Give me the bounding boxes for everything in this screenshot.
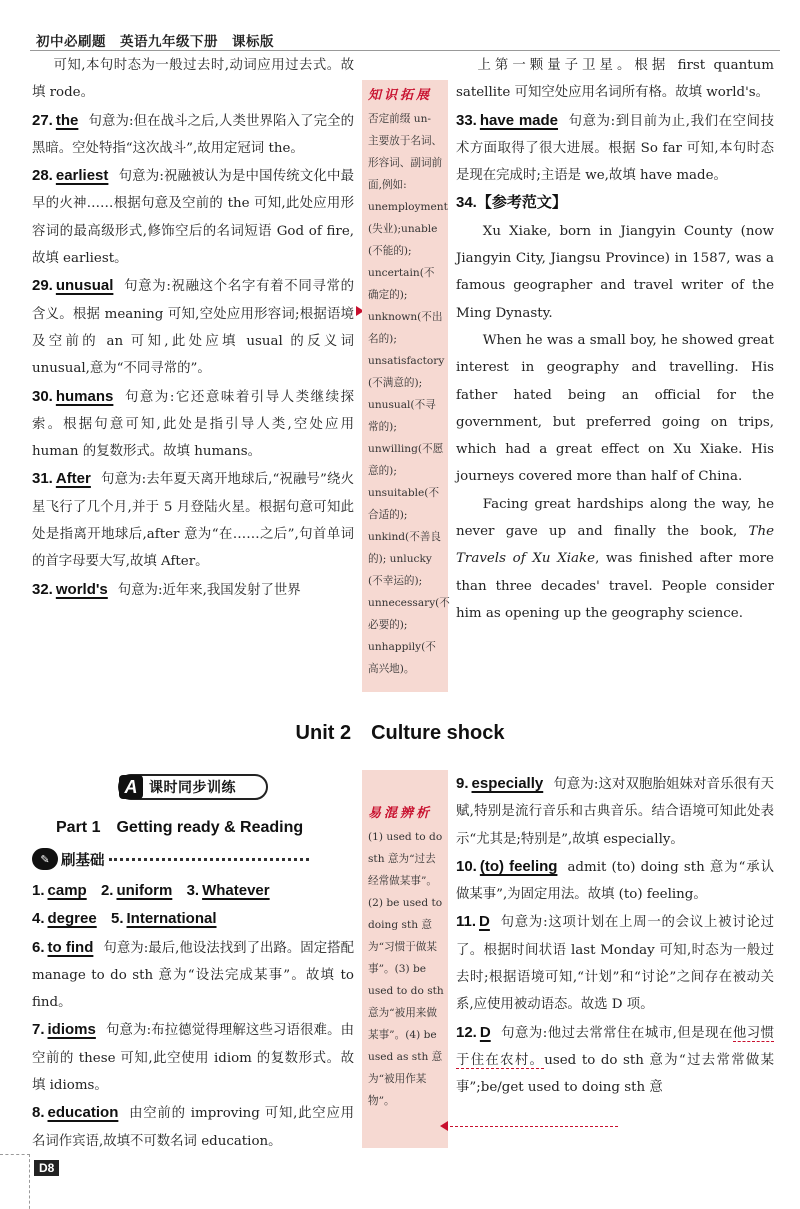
- section-label: 刷基础: [61, 852, 105, 869]
- confusion-sidebar: [362, 770, 448, 1148]
- answer-item-12: 12. D 句意为:他过去常常住在城市,但是现在他习惯于住在农村。used to do sth 意为“过去常常做某事”;be/get used to doing sth 意: [456, 1023, 774, 1096]
- answer-item-11: 11. D 句意为:这项计划在上周一的会议上被讨论过了。根据时间状语 last Monday 可知,时态为一般过去时;根据语境可知,“计划”和“讨论”之间存在被动关系,应使用被动语态。故选 D 项。: [456, 913, 774, 1013]
- answer-word: After: [55, 470, 91, 488]
- answer-item-6: 6. to find 句意为:最后,他设法找到了出路。固定搭配 manage to do sth 意为“设法完成某事”。故填 to find。: [32, 938, 354, 1011]
- book-title: The Travels of Xu Xiake: [456, 524, 774, 567]
- bottom-left-column: [32, 877, 354, 1155]
- dotted-rule: [109, 858, 309, 861]
- answer-item-28: 28. earliest 句意为:祝融被认为是中国传统文化中最早的火神……根据句意及空前的 the 可知,此处应用形容词的最高级形式,修饰空后的名词短语 God of fire,故填 earliest。: [32, 167, 354, 267]
- answer-row-1: 1. camp 2. uniform 3. Whatever: [32, 882, 270, 899]
- answer-word: education: [47, 1104, 119, 1122]
- essay-paragraph-3: Facing great hardships along the way, he never gave up and finally the book, The Travels of Xu Xiake, was finished after more than three decades' travel. People consider him as opening up the geography science.: [456, 496, 774, 621]
- answer-word: Whatever: [202, 882, 270, 899]
- answer-word: idioms: [47, 1021, 96, 1039]
- header-title: 初中必刷题 英语九年级下册 课标版: [36, 34, 274, 49]
- dashed-link: [450, 1126, 618, 1127]
- answer-word: humans: [55, 387, 114, 405]
- model-essay-label: 【参考范文】: [476, 194, 567, 212]
- page-corner-frame: [0, 1154, 30, 1209]
- answer-word: especially: [471, 775, 544, 792]
- sidebar-body: 否定前缀 un- 主要放于名词、形容词、副词前面,例如: unemployment (失业);unable (不能的); uncertain(不确定的); unknown(不出名的); unsatisfactory (不满意的); unusual(不寻常的); unwilling(不愿意的); unsuitable(不合适的); unkind(不善良的); unlucky (不幸运的); unnecessary(不必要的); unhappily(不高兴地)。: [368, 113, 450, 675]
- answer-item-30: 30. humans 句意为:它还意味着引导人类继续探索。根据句意可知,此处是指引导人类,空处应用 human 的复数形式。故填 humans。: [32, 387, 354, 460]
- answer-word: have made: [479, 111, 559, 129]
- answer-word: (to) feeling: [479, 857, 558, 875]
- answer-item-34: 34.【参考范文】: [456, 194, 567, 212]
- highlighted-phrase: 他习惯于住在农村。: [456, 1025, 774, 1068]
- answer-word: the: [55, 111, 79, 129]
- answer-word: unusual: [55, 277, 114, 295]
- answer-word: International: [126, 910, 217, 928]
- sidebar-title: 知识拓展: [368, 87, 433, 102]
- answer-item-9: 9. especially 句意为:这对双胞胎姐妹对音乐很有天赋,特别是流行音乐和古典音乐。结合语境可知此处表示“尤其是;特别是”,故填 especially。: [456, 775, 774, 847]
- badge-text: 课时同步训练: [149, 779, 236, 795]
- essay-paragraph-1: Xu Xiake, born in Jiangyin County (now Jiangyin City, Jiangsu Province) in 1587, was a famous geographer and travel writer of the Ming Dynasty.: [456, 223, 774, 321]
- section-badge: [118, 774, 268, 800]
- brush-icon: ✎: [32, 848, 58, 870]
- top-left-column: [32, 52, 354, 604]
- basic-section-heading: [32, 848, 309, 870]
- sidebar-body: (1) used to do sth 意为“过去经常做某事”。(2) be used to doing sth 意为“习惯于做某事”。(3) be used to do sth 意为“被用来做某事”。(4) be used as sth 意为“被用作某物”。: [368, 831, 444, 1107]
- sidebar-pointer-arrow: [440, 1121, 448, 1131]
- unit-title: Unit 2 Culture shock: [295, 722, 505, 744]
- answer-item-29: 29. unusual 句意为:祝融这个名字有着不同寻常的含义。根据 meaning 可知,空处应用形容词;根据语境及空前的 an 可知,此处应填 usual 的反义词 unusual,意为“不同寻常的”。: [32, 277, 354, 377]
- knowledge-sidebar: [362, 80, 448, 692]
- answer-word: camp: [47, 882, 87, 899]
- answer-word: D: [479, 913, 490, 931]
- answer-word: world's: [55, 580, 108, 598]
- bottom-right-column: [456, 770, 774, 1102]
- page-number: D8: [34, 1160, 59, 1176]
- answer-item-32: 32. world's 句意为:近年来,我国发射了世界: [32, 580, 301, 598]
- answer-word: earliest: [55, 167, 109, 185]
- answer-word: D: [479, 1023, 491, 1041]
- continued-text-right: 上第一颗量子卫星。根据 first quantum satellite 可知空处应用名词所有格。故填 world's。: [456, 58, 774, 101]
- answer-word: degree: [47, 910, 97, 928]
- answer-item-8: 8. education 由空前的 improving 可知,此空应用名词作宾语,故填不可数名词 education。: [32, 1104, 354, 1149]
- essay-paragraph-2: When he was a small boy, he showed great interest in geography and travelling. His father hated being an official for the government, but preferred going on trips, which had a great effect on Xu Xiake. His journeys covered more than half of China.: [456, 332, 774, 485]
- answer-item-27: 27. the 句意为:但在战斗之后,人类世界陷入了完全的黑暗。空处特指“这次战斗”,故用定冠词 the。: [32, 111, 354, 156]
- header-divider: [30, 50, 780, 51]
- continued-text: 可知,本句时态为一般过去时,动词应用过去式。故填 rode。: [32, 58, 354, 101]
- answer-word: uniform: [116, 882, 173, 899]
- answer-item-31: 31. After 句意为:去年夏天离开地球后,“祝融号”绕火星飞行了几个月,并于 5 月登陆火星。根据句意可知此处是指离开地球后,after 意为“在……之后”,句首单词的首字母要大写,故填 After。: [32, 470, 354, 570]
- top-right-column: [456, 52, 774, 627]
- answer-row-2: 4. degree 5. International: [32, 910, 217, 928]
- answer-item-7: 7. idioms 句意为:布拉德觉得理解这些习语很难。由空前的 these 可知,此空使用 idiom 的复数形式。故填 idioms。: [32, 1021, 354, 1094]
- answer-item-10: 10. (to) feeling admit (to) doing sth 意为“承认做某事”,为固定用法。故填 (to) feeling。: [456, 857, 775, 903]
- answer-item-33: 33. have made 句意为:到目前为止,我们在空间技术方面取得了很大进展。根据 So far 可知,本句时态是现在完成时;主语是 we,故填 have made。: [456, 111, 774, 184]
- part-title: Part 1 Getting ready & Reading: [56, 819, 304, 836]
- sidebar-title: 易混辨析: [368, 805, 433, 820]
- answer-word: to find: [47, 938, 94, 956]
- badge-letter: A: [119, 775, 143, 799]
